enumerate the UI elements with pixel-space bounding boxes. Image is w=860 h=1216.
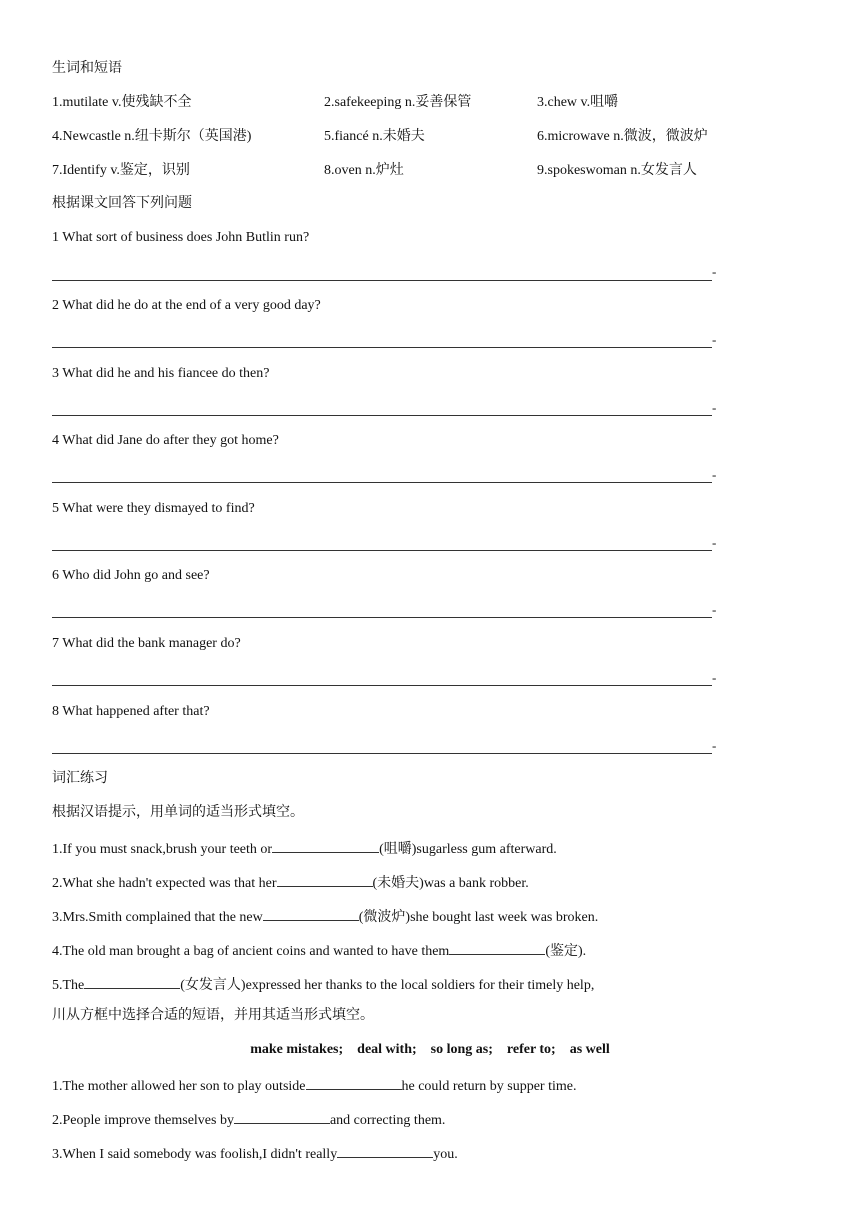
answer-dash: - (712, 264, 717, 279)
fill-item-4: 4.The old man brought a bag of ancient coins and wanted to have them (鉴定). (52, 940, 586, 961)
fill-blank[interactable] (84, 974, 180, 989)
answer-line-5[interactable] (52, 550, 712, 551)
vocab-item: 1.mutilate v.使残缺不全 (52, 95, 192, 110)
phrase-instruction: 川从方框中选择合适的短语，并用其适当形式填空。 (52, 1008, 374, 1023)
vocab-item: 9.spokeswoman n.女发言人 (537, 163, 697, 178)
vocab-item: 2.safekeeping n.妥善保管 (324, 95, 472, 110)
question-4: 4 What did Jane do after they got home? (52, 433, 279, 448)
answer-dash: - (712, 602, 717, 617)
vocab-item: 3.chew v.咀嚼 (537, 95, 619, 110)
phrase-item-3: 3.When I said somebody was foolish,I didn't really you. (52, 1143, 458, 1164)
answer-line-1[interactable] (52, 280, 712, 281)
vocab-section-title: 生词和短语 (52, 61, 122, 76)
answer-line-7[interactable] (52, 685, 712, 686)
fill-blank[interactable] (277, 872, 373, 887)
phrase-box: make mistakes; deal with; so long as; refer to; as well (250, 1042, 610, 1057)
answer-line-8[interactable] (52, 753, 712, 754)
vocab-item: 8.oven n.炉灶 (324, 163, 404, 178)
question-3: 3 What did he and his fiancee do then? (52, 366, 270, 381)
vocab-item: 4.Newcastle n.纽卡斯尔（英国港) (52, 129, 252, 144)
fill-blank[interactable] (337, 1143, 433, 1158)
answer-dash: - (712, 535, 717, 550)
answer-dash: - (712, 400, 717, 415)
answer-line-4[interactable] (52, 482, 712, 483)
answer-line-2[interactable] (52, 347, 712, 348)
vocab-practice-title: 词汇练习 (52, 771, 108, 786)
answer-dash: - (712, 670, 717, 685)
question-6: 6 Who did John go and see? (52, 568, 210, 583)
vocab-row (52, 94, 772, 112)
question-7: 7 What did the bank manager do? (52, 636, 241, 651)
question-2: 2 What did he do at the end of a very good day? (52, 298, 321, 313)
answer-dash: - (712, 738, 717, 753)
phrase-item-1: 1.The mother allowed her son to play outside he could return by supper time. (52, 1075, 576, 1096)
vocab-row (52, 162, 772, 180)
phrase-item-2: 2.People improve themselves by and correcting them. (52, 1109, 445, 1130)
vocab-row (52, 128, 772, 146)
answer-line-3[interactable] (52, 415, 712, 416)
fill-item-3: 3.Mrs.Smith complained that the new (微波炉)she bought last week was broken. (52, 906, 598, 927)
fill-blank[interactable] (449, 940, 545, 955)
fill-blank[interactable] (306, 1075, 402, 1090)
fill-instruction: 根据汉语提示，用单词的适当形式填空。 (52, 805, 304, 820)
question-8: 8 What happened after that? (52, 704, 210, 719)
vocab-item: 7.Identify v.鉴定，识别 (52, 163, 190, 178)
fill-blank[interactable] (263, 906, 359, 921)
questions-section-title: 根据课文回答下列问题 (52, 196, 192, 211)
vocab-item: 5.fiancé n.未婚夫 (324, 129, 425, 144)
question-1: 1 What sort of business does John Butlin run? (52, 230, 310, 245)
fill-blank[interactable] (234, 1109, 330, 1124)
fill-item-2: 2.What she hadn't expected was that her (未婚夫)was a bank robber. (52, 872, 529, 893)
fill-blank[interactable] (272, 838, 379, 853)
fill-item-5: 5.The (女发言人)expressed her thanks to the local soldiers for their timely help, (52, 974, 594, 995)
answer-dash: - (712, 332, 717, 347)
answer-dash: - (712, 467, 717, 482)
question-5: 5 What were they dismayed to find? (52, 501, 255, 516)
vocab-item: 6.microwave n.微波，微波炉 (537, 129, 708, 144)
fill-item-1: 1.If you must snack,brush your teeth or (咀嚼)sugarless gum afterward. (52, 838, 557, 859)
answer-line-6[interactable] (52, 617, 712, 618)
